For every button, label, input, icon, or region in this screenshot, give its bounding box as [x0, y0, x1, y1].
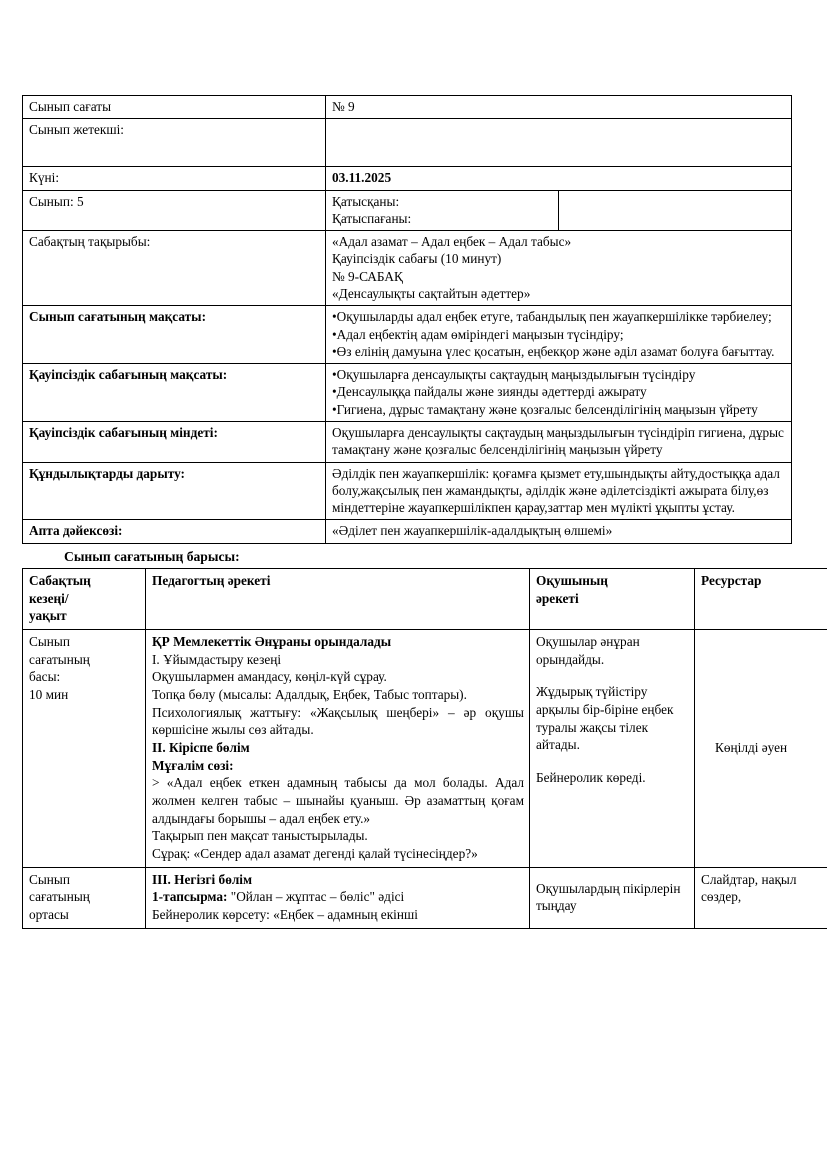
resource-line: Көңілді әуен	[715, 739, 788, 755]
teacher-speech-heading: Мұғалім сөзі:	[152, 757, 234, 773]
column-header-stage	[23, 568, 146, 629]
table-row	[23, 462, 792, 520]
column-header-student-line: әрекеті	[536, 590, 579, 606]
teacher-line: Психологиялық жаттығу: «Жақсылық шеңбері» – әр оқушы көршісіне жылы сөз айтады.	[152, 704, 524, 738]
field-value-safety-task: Оқушыларға денсаулықты сақтаудың маңыздылығын түсіндіріп гигиена, дұрыс тамақтану және қозғалыс белсенділігінің маңызын үйрету	[326, 421, 792, 462]
column-header-student-activity	[530, 568, 695, 629]
column-header-resources: Ресурстар	[695, 568, 827, 629]
cell-student-activity-beginning	[530, 629, 695, 867]
field-value-week-quote: «Әділет пен жауапкершілік-адалдықтың өлшемі»	[326, 520, 792, 543]
column-header-stage-line: кезеңі/	[29, 590, 69, 606]
table-row	[23, 364, 792, 422]
stage-line: Сынып	[29, 871, 70, 887]
field-value-topic	[326, 231, 792, 306]
topic-line: № 9-САБАҚ	[332, 268, 403, 284]
spacer	[536, 668, 689, 683]
teacher-line: Оқушылармен амандасу, көңіл-күй сұрау.	[152, 669, 387, 685]
cell-teacher-activity-middle	[146, 867, 530, 928]
task-label: 1-тапсырма:	[152, 889, 228, 905]
lesson-flow-table	[22, 568, 827, 929]
student-line: Жұдырық түйістіру арқылы бір-біріне еңбек туралы жақсы тілек айтады.	[536, 684, 674, 753]
table-row	[23, 231, 792, 306]
anthem-title: ҚР Мемлекеттік Әнұраны орындалады	[152, 633, 392, 649]
cell-resources-middle	[695, 867, 827, 928]
stage-line: сағатының	[29, 889, 90, 905]
goal-bullet: •Адал еңбектің адам өміріндегі маңызын түсіндіру;	[332, 326, 624, 342]
teacher-line: Бейнеролик көрсету: «Еңбек – адамның екінші	[152, 907, 418, 923]
attendance-cell	[326, 190, 559, 231]
teacher-quote: > «Адал еңбек еткен адамның табысы да мол болады. Адал жолмен келген табыс – шынайы қуаныш. Әр азаматтың қоғам алдындағы борышы – адал еңбек ету.»	[152, 775, 524, 826]
table-row	[23, 167, 792, 190]
field-label-week-quote: Апта дәйексөзі:	[23, 520, 326, 543]
goal-bullet: •Оқушыларды адал еңбек етуге, табандылық пен жауапкершілікке тәрбиелеу;	[332, 309, 772, 325]
stage-line: басы:	[29, 669, 61, 685]
cell-stage-beginning	[23, 629, 146, 867]
spacer	[536, 754, 689, 769]
table-row	[23, 190, 792, 231]
column-header-stage-line: Сабақтың	[29, 572, 91, 588]
goal-bullet: •Өз елінің дамуына үлес қосатын, еңбекқор және әділ азамат болуға бағыттау.	[332, 343, 775, 359]
topic-line: «Денсаулықты сақтайтын әдеттер»	[332, 285, 531, 301]
safety-goal-bullet: •Оқушыларға денсаулықты сақтаудың маңыздылығын түсіндіру	[332, 367, 696, 383]
student-line: Оқушылардың пікірлерін тыңдау	[536, 880, 681, 914]
section-heading-lesson-flow: Сынып сағатының барысы:	[64, 548, 240, 564]
table-row	[23, 119, 792, 167]
table-row	[23, 520, 792, 543]
task-text: "Ойлан – жұптас – бөліс" әдісі	[227, 889, 405, 905]
resource-line: Слайдтар, нақыл	[701, 871, 797, 887]
lesson-header-table	[22, 95, 792, 544]
table-row	[23, 96, 792, 119]
column-header-student-line: Оқушының	[536, 572, 608, 588]
stage-line: сағатының	[29, 651, 90, 667]
topic-line: Қауіпсіздік сабағы (10 минут)	[332, 251, 502, 267]
field-label-class-teacher: Сынып жетекші:	[23, 119, 326, 167]
resource-line: сөздер,	[701, 889, 742, 905]
field-label-goal: Сынып сағатының мақсаты:	[23, 306, 326, 364]
column-header-teacher-activity: Педагогтың әрекеті	[146, 568, 530, 629]
field-value-date: 03.11.2025	[326, 167, 792, 190]
stage-line: 10 мин	[29, 686, 69, 702]
field-label-absent: Қатыспағаны:	[332, 210, 412, 226]
table-header-row	[23, 568, 827, 629]
field-value-values: Әділдік пен жауапкершілік: қоғамға қызмет ету,шындықты айту,достыққа адал болу,жақсылық пен жамандықты, әділдік және әділетсіздікті ажырата білу,өз міндеттеріне жауапкершілікпен қарау,заттар мен мүлікті ұқыпты ұстау.	[326, 462, 792, 520]
teacher-question: Сұрақ: «Сендер адал азамат дегенді қалай түсінесіңдер?»	[152, 846, 478, 862]
teacher-line: Топқа бөлу (мысалы: Адалдық, Еңбек, Табыс топтары).	[152, 686, 467, 702]
field-label-present: Қатысқаны:	[332, 193, 400, 209]
stage-line: Сынып	[29, 633, 70, 649]
field-label-topic: Сабақтың тақырыбы:	[23, 231, 326, 306]
student-line: Бейнеролик көреді.	[536, 769, 646, 785]
field-label-class-hour: Сынып сағаты	[23, 96, 326, 119]
field-value-goal	[326, 306, 792, 364]
cell-stage-middle	[23, 867, 146, 928]
table-row	[23, 629, 827, 867]
cell-teacher-activity-beginning	[146, 629, 530, 867]
safety-goal-bullet: •Гигиена, дұрыс тамақтану және қозғалыс белсенділігінің маңызын үйрету	[332, 401, 758, 417]
field-label-values: Құндылықтарды дарыту:	[23, 462, 326, 520]
stage-line: ортасы	[29, 907, 69, 923]
field-value-class-hour-number: № 9	[326, 96, 792, 119]
teacher-line: I. Ұйымдастыру кезеңі	[152, 651, 282, 667]
student-line: Оқушылар әнұран орындайды.	[536, 633, 640, 667]
task-line	[152, 888, 524, 906]
table-row	[23, 421, 792, 462]
field-label-class-number: Сынып: 5	[23, 190, 326, 231]
field-value-safety-goal	[326, 364, 792, 422]
section-main-heading: III. Негізгі бөлім	[152, 871, 253, 887]
teacher-line: Тақырып пен мақсат таныстырылады.	[152, 828, 368, 844]
table-row	[23, 306, 792, 364]
section-intro-heading: II. Кіріспе бөлім	[152, 739, 250, 755]
cell-resources-beginning	[695, 629, 827, 867]
field-value-class-teacher	[326, 119, 792, 167]
field-label-safety-task: Қауіпсіздік сабағының міндеті:	[23, 421, 326, 462]
attendance-count-cell	[559, 190, 792, 231]
topic-line: «Адал азамат – Адал еңбек – Адал табыс»	[332, 234, 572, 250]
field-label-safety-goal: Қауіпсіздік сабағының мақсаты:	[23, 364, 326, 422]
safety-goal-bullet: •Денсаулыққа пайдалы және зиянды әдеттерді ажырату	[332, 384, 647, 400]
field-label-date: Күні:	[23, 167, 326, 190]
column-header-stage-line: уақыт	[29, 608, 67, 624]
cell-student-activity-middle	[530, 867, 695, 928]
document-body	[22, 95, 797, 929]
table-row	[23, 867, 827, 928]
